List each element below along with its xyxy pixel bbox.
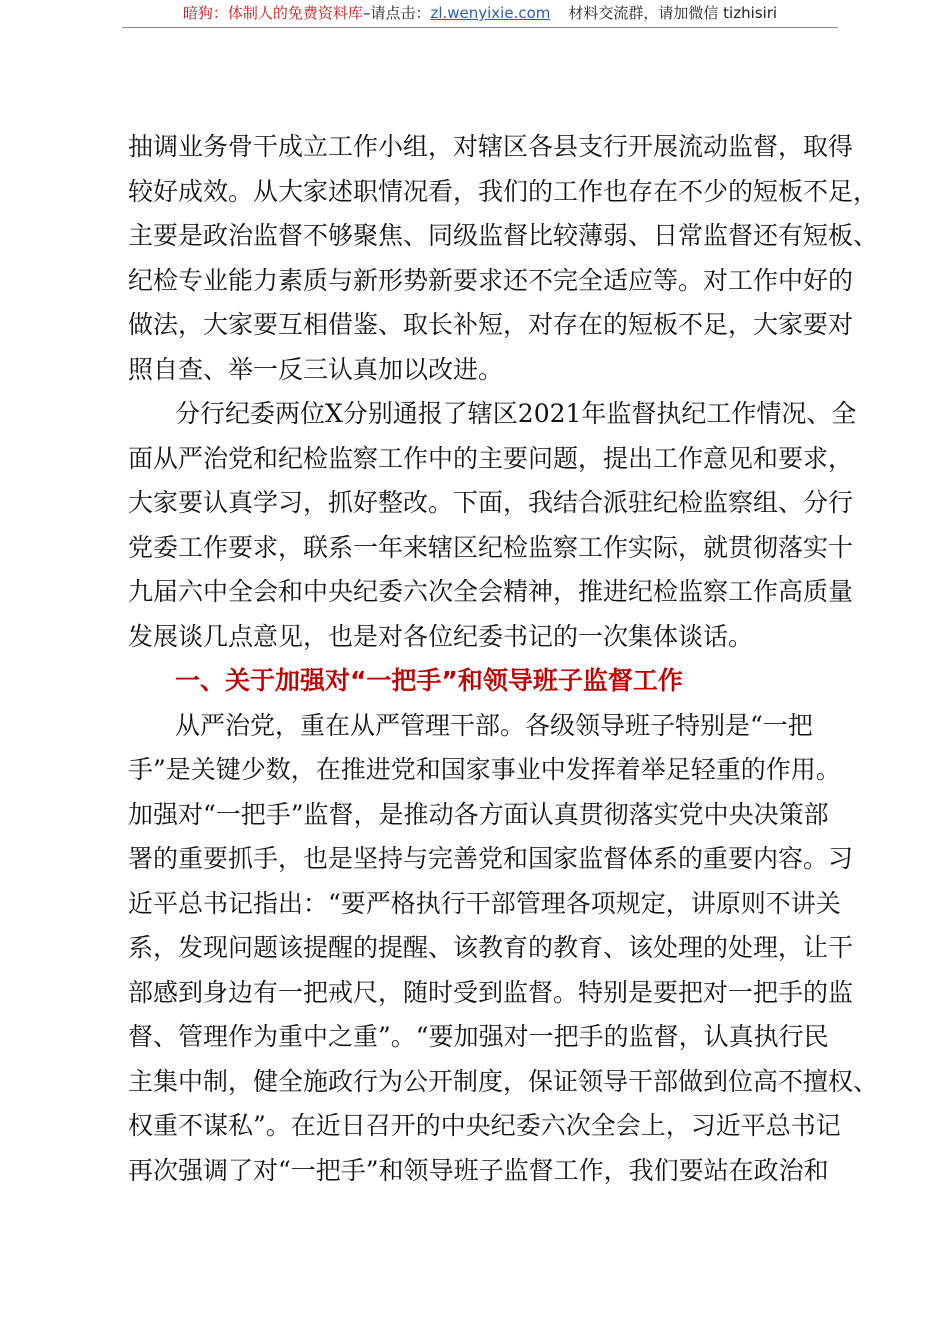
text-line: 照自查、举一反三认真加以改进。 bbox=[128, 354, 504, 384]
document-body bbox=[128, 125, 879, 1193]
section-heading: 一、关于加强对“一把手”和领导班子监督工作 bbox=[175, 666, 683, 695]
text-line: 督、管理作为重中之重”。“要加强对一把手的监督，认真执行民 bbox=[128, 1022, 829, 1051]
header-brand: 暗狗：体制人的免费资料库 bbox=[182, 4, 363, 22]
text-line: 九届六中全会和中央纪委六次全会精神，推进纪检监察工作高质量 bbox=[128, 577, 854, 606]
text-line: 发展谈几点意见，也是对各位纪委书记的一次集体谈话。 bbox=[128, 621, 754, 651]
header-prompt: –请点击： bbox=[362, 4, 431, 22]
text-line: 较好成效。从大家述职情况看，我们的工作也存在不少的短板不足， bbox=[128, 176, 879, 206]
text-line: 再次强调了对“一把手”和领导班子监督工作，我们要站在政治和 bbox=[128, 1155, 829, 1185]
text-line: 分行纪委两位X分别通报了辖区2021年监督执纪工作情况、全 bbox=[175, 399, 857, 428]
text-line: 主集中制，健全施政行为公开制度，保证领导干部做到位高不擅权、 bbox=[128, 1066, 879, 1096]
text-line: 纪检专业能力素质与新形势新要求还不完全适应等。对工作中好的 bbox=[128, 265, 854, 295]
text-line: 大家要认真学习，抓好整改。下面，我结合派驻纪检监察组、分行 bbox=[128, 488, 854, 517]
header-link[interactable]: zl.wenyixie.com bbox=[430, 4, 551, 22]
text-line: 从严治党，重在从严管理干部。各级领导班子特别是“一把 bbox=[175, 710, 813, 740]
text-line: 抽调业务骨干成立工作小组，对辖区各县支行开展流动监督，取得 bbox=[128, 132, 854, 161]
text-line: 近平总书记指出：“要严格执行干部管理各项规定，讲原则不讲关 bbox=[128, 888, 841, 918]
text-line: 系，发现问题该提醒的提醒、该教育的教育、该处理的处理，让干 bbox=[128, 933, 854, 962]
text-line: 权重不谋私”。在近日召开的中央纪委六次全会上，习近平总书记 bbox=[128, 1111, 841, 1140]
text-line: 面从严治党和纪检监察工作中的主要问题，提出工作意见和要求， bbox=[128, 443, 854, 473]
header-note: 材料交流群，请加微信 tizhisiri bbox=[568, 4, 778, 22]
text-line: 手”是关键少数，在推进党和国家事业中发挥着举足轻重的作用。 bbox=[128, 755, 841, 784]
text-line: 加强对“一把手”监督，是推动各方面认真贯彻落实党中央决策部 bbox=[128, 799, 829, 829]
text-line: 署的重要抓手，也是坚持与完善党和国家监督体系的重要内容。习 bbox=[128, 844, 854, 873]
text-line: 主要是政治监督不够聚焦、同级监督比较薄弱、日常监督还有短板、 bbox=[128, 221, 879, 250]
text-line: 做法，大家要互相借鉴、取长补短，对存在的短板不足，大家要对 bbox=[128, 310, 854, 339]
text-line: 部感到身边有一把戒尺，随时受到监督。特别是要把对一把手的监 bbox=[128, 977, 854, 1007]
page-header bbox=[122, 0, 838, 28]
text-line: 党委工作要求，联系一年来辖区纪检监察工作实际，就贯彻落实十 bbox=[128, 532, 854, 562]
